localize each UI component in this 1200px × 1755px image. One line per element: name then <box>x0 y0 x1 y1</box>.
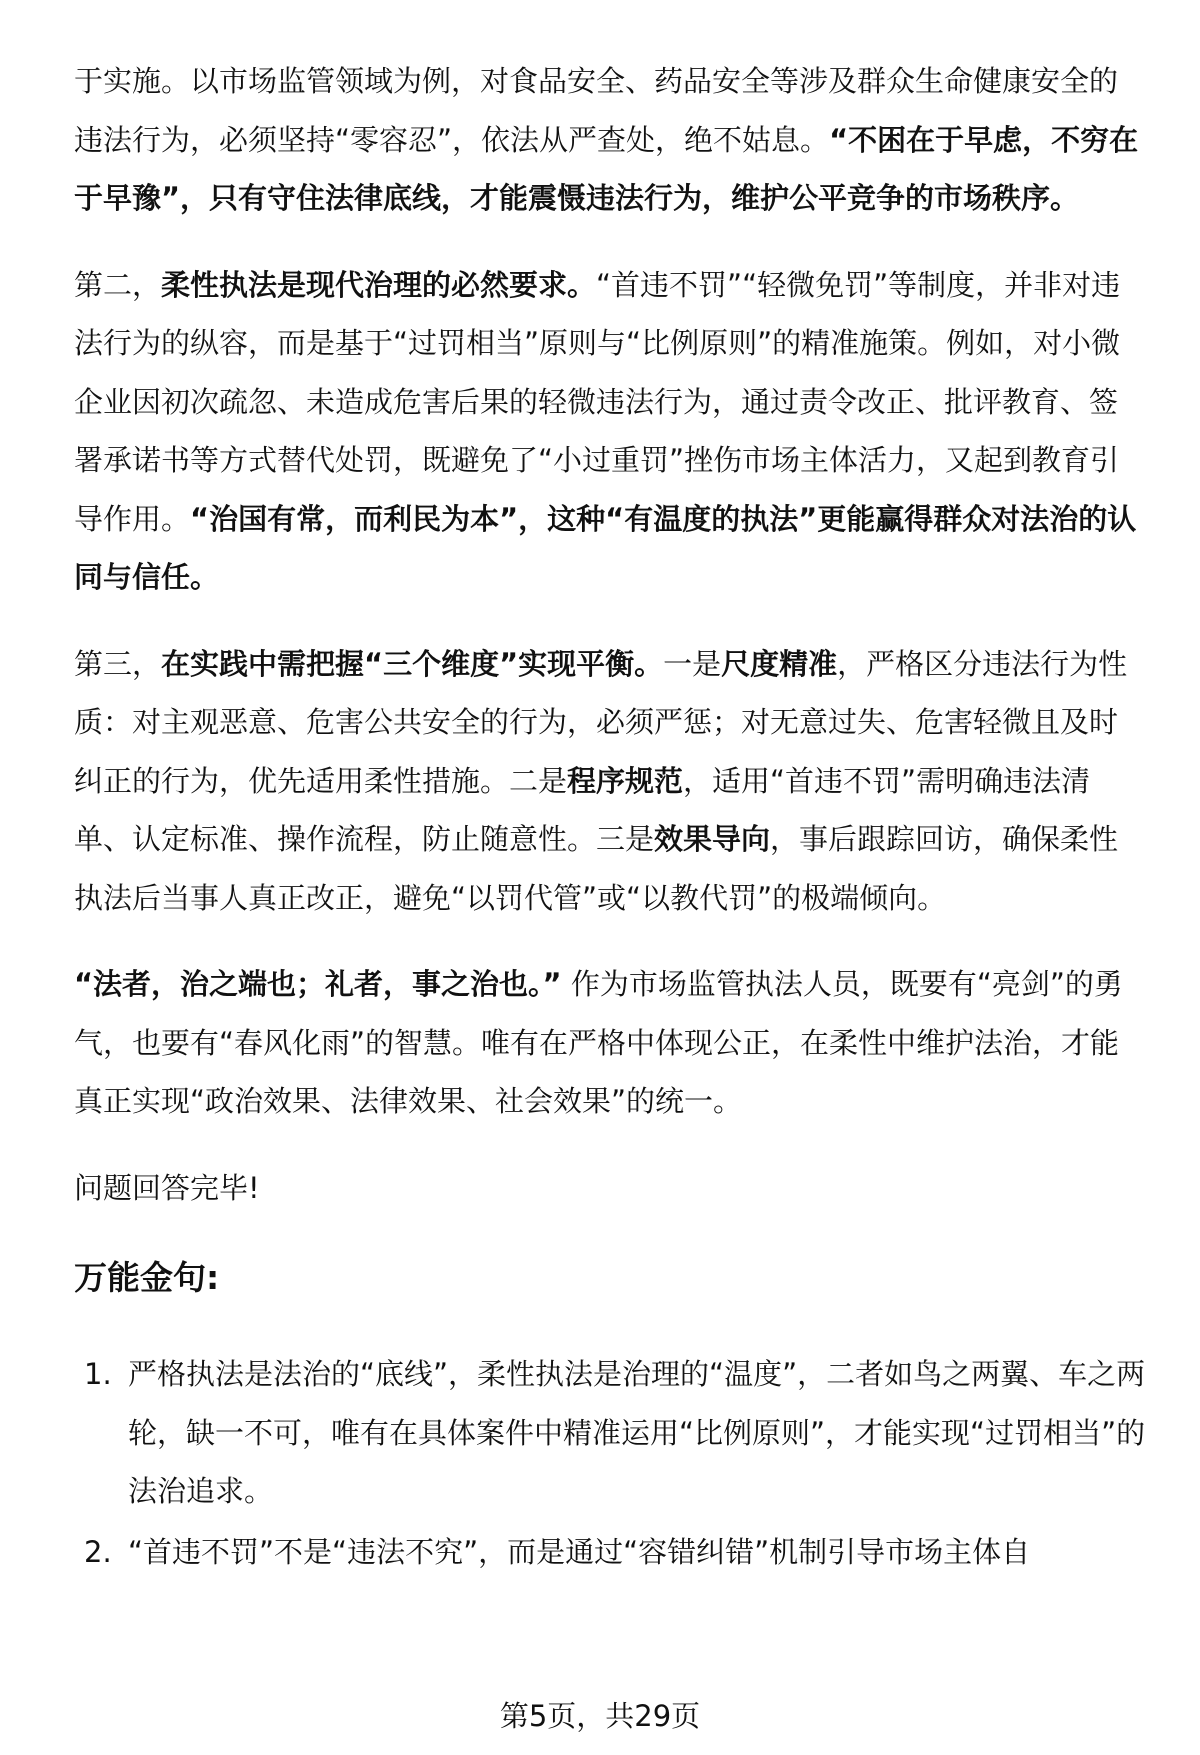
text-segment: 一是 <box>663 646 722 681</box>
text-segment: 于实施。以市场监管领域为例，对食品安全、药品安全等涉及群众生命健康安全的违法行为，必须坚持“零容忍”，依法从严查处，绝不姑息。 <box>74 64 1119 157</box>
list-item <box>74 1523 1146 1582</box>
list-item <box>74 1345 1146 1521</box>
paragraph <box>74 1159 1146 1218</box>
bold-text: 程序规范 <box>567 763 684 798</box>
bold-text: “不困在于早虑，不穷在于早豫”，只有守住法律底线，才能震慑违法行为，维护公平竞争的市场秩序。 <box>74 122 1139 215</box>
paragraphs <box>74 52 1146 1217</box>
list-number: 1. <box>84 1357 112 1391</box>
quote-list <box>74 1345 1146 1581</box>
paragraph <box>74 256 1146 607</box>
bold-text: “法者，治之端也；礼者，事之治也。” <box>74 967 562 1001</box>
text-segment: 问题回答完毕! <box>74 1170 260 1205</box>
bold-text: 尺度精准 <box>721 646 838 681</box>
text-segment: ，严格区分违法行为性质：对主观恶意、危害公共安全的行为，必须严惩；对无意过失、危害轻微且及时纠正的行为，优先适用柔性措施。二是 <box>74 646 1128 798</box>
text-segment: ，适用“首违不罚”需明确违法清单、认定标准、操作流程，防止随意性。三是 <box>74 763 1091 856</box>
list-number: 2. <box>84 1534 112 1569</box>
paragraph <box>74 635 1146 928</box>
bold-text: “治国有常，而利民为本”，这种“有温度的执法”更能赢得群众对法治的认同与信任。 <box>74 501 1137 594</box>
list-text: 严格执法是法治的“底线”，柔性执法是治理的“温度”，二者如鸟之两翼、车之两轮，缺一不可，唯有在具体案件中精准运用“比例原则”，才能实现“过罚相当”的法治追求。 <box>128 1357 1146 1508</box>
bold-text: 柔性执法是现代治理的必然要求。 <box>161 267 597 302</box>
text-segment: 作为市场监管执法人员，既要有“亮剑”的勇气，也要有“春风化雨”的智慧。唯有在严格中体现公正，在柔性中维护法治，才能真正实现“政治效果、法律效果、社会效果”的统一。 <box>74 967 1123 1118</box>
text-segment: 第三， <box>74 646 162 681</box>
text-segment: ，事后跟踪回访，确保柔性执法后当事人真正改正，避免“以罚代管”或“以教代罚”的极端倾向。 <box>74 822 1119 915</box>
paragraph <box>74 52 1146 228</box>
text-segment: 第二， <box>74 267 162 302</box>
page-number: 第5页，共29页 <box>499 1699 701 1733</box>
list-text: “首违不罚”不是“违法不究”，而是通过“容错纠错”机制引导市场主体自 <box>128 1534 1031 1569</box>
bold-text: 效果导向 <box>654 822 771 856</box>
paragraph <box>74 955 1146 1131</box>
text-segment: “首违不罚”“轻微免罚”等制度，并非对违法行为的纵容，而是基于“过罚相当”原则与“比例原则”的精准施策。例如，对小微企业因初次疏忽、未造成危害后果的轻微违法行为，通过责令改正、批评教育、签署承诺书等方式替代处罚，既避免了“小过重罚”挫伤市场主体活力，又起到教育引导作用。 <box>74 267 1121 536</box>
section-heading: 万能金句: <box>74 1258 220 1297</box>
document-body <box>74 52 1146 1583</box>
bold-text: 在实践中需把握“三个维度”实现平衡。 <box>161 646 664 681</box>
